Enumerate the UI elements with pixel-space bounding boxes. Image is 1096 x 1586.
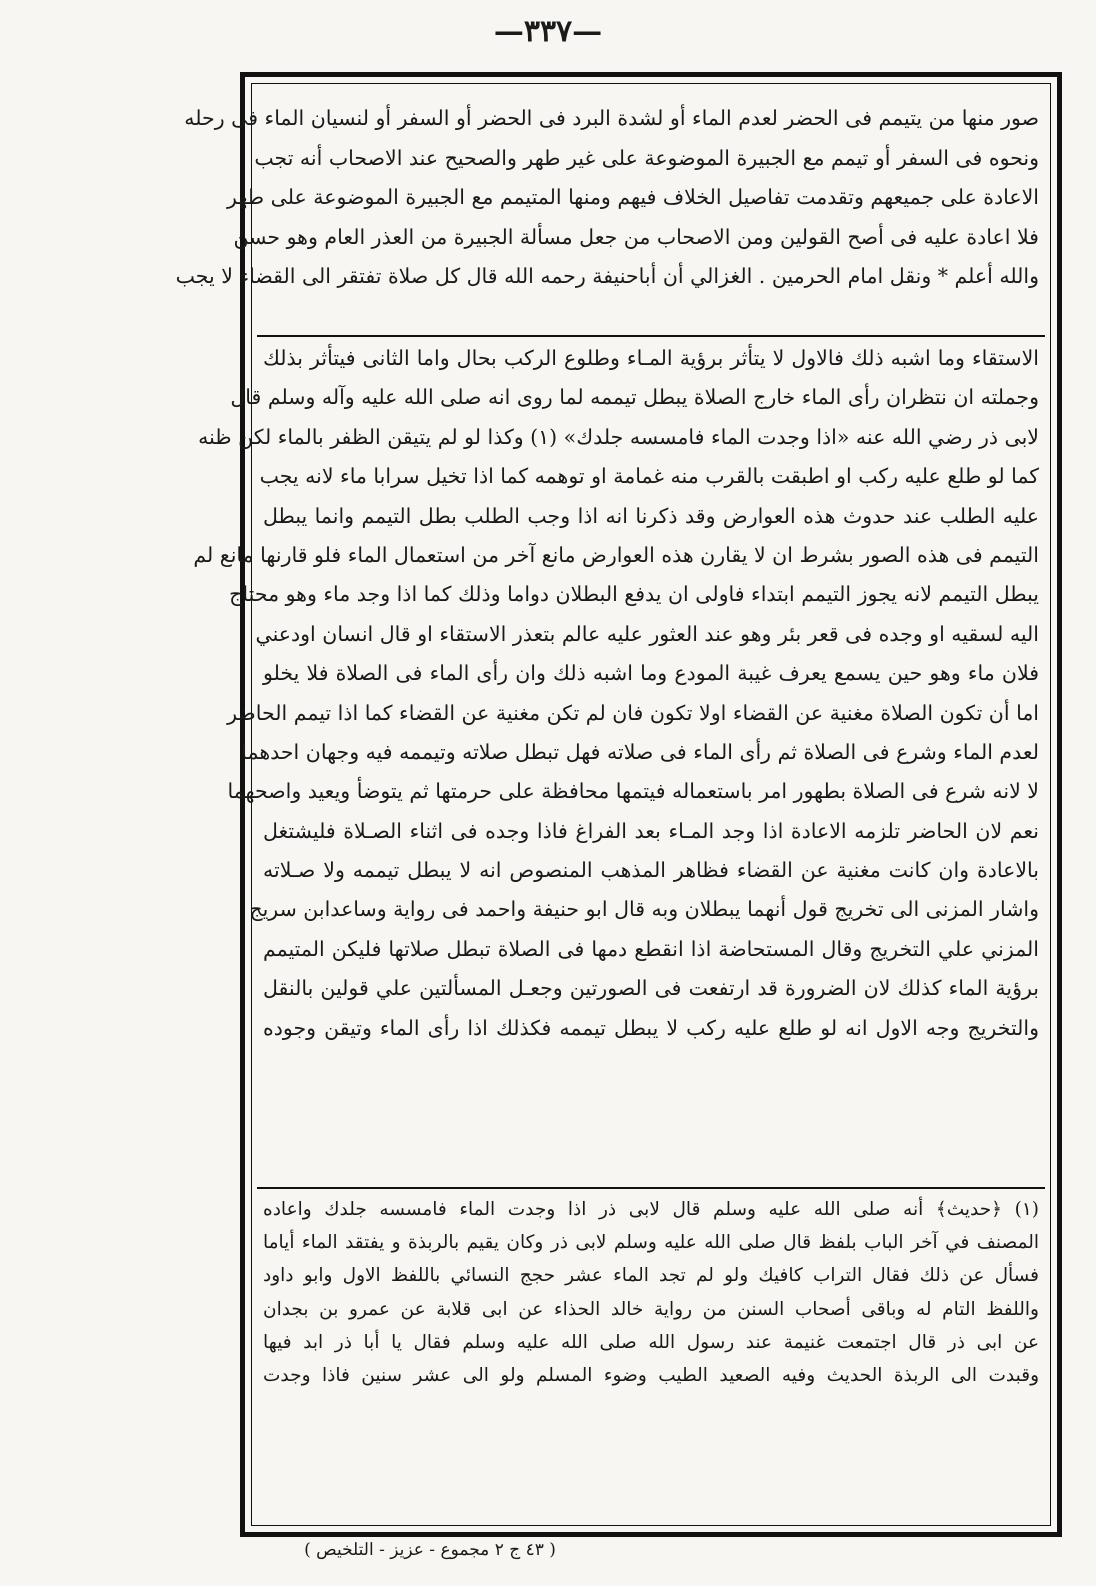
text-line: الاعادة على جميعهم وتقدمت تفاصيل الخلاف فيهم ومنها المتيمم مع الجبيرة الموضوعة على طهر [227,185,1039,210]
footnote-line: فسأل عن ذلك فقال التراب كافيك ولو لم تجد الماء عشر حجج النسائي باللفظ الاول وابو داود [263,1265,1039,1287]
footnote-line: (١) ﴿حديث﴾ أنه صلى الله عليه وسلم قال لابى ذر اذا وجدت الماء فامسسه جلدك واعاده [263,1199,1039,1220]
text-line: فلان ماء وهو حين يسمع يعرف غيبة المودع وما اشبه ذلك وان رأى الماء فى الصلاة فلا يخلو [263,661,1039,686]
text-line: الاستقاء وما اشبه ذلك فالاول لا يتأثر برؤية المـاء وطلوع الركب بحال واما الثانى فيتأثر بذلك [263,346,1039,370]
text-line: لا لانه شرع فى الصلاة بطهور امر باستعماله فيتمها محافظة على حرمتها ثم يتوضأ ويعيد واصحهما [227,779,1039,804]
text-line: التيمم فى هذه الصور بشرط ان لا يقارن هذه العوارض مانع آخر من استعمال الماء فلو قارنها مانع لم [193,542,1039,567]
text-line: برؤية الماء كذلك لان الضرورة قد ارتفعت فى الصورتين وجعـل المسألتين علي قولين بالنقل [263,976,1039,1001]
text-line: عليه الطلب عند حدوث هذه العوارض وقد ذكرنا انه اذا وجب الطلب بطل التيمم وانما يبطل [263,503,1039,528]
text-line: كما لو طلع عليه ركب او اطبقت بالقرب منه غمامة او توهمه كما اذا تخيل سرابا ماء لانه يجب [259,464,1039,489]
main-text-block [193,339,1039,1048]
footnote-line: المصنف في آخر الباب بلفظ قال صلى الله عليه وسلم لابى ذر وكان يقيم بالربذة و يفتقد الماء أياما [263,1232,1039,1254]
footnote-line: عن ابى ذر قال اجتمعت غنيمة عند رسول الله صلى الله عليه وسلم فقال يا أبا ذر ابد فيها [263,1331,1039,1353]
text-line: والله أعلم * ونقل امام الحرمين . الغزالي أن أباحنيفة رحمه الله قال كل صلاة تفتقر الى القضاء لا يجب [175,264,1039,289]
text-line: لعدم الماء وشرع فى الصلاة ثم رأى الماء فى صلاته فهل تبطل صلاته وتيممه فيه وجهان احدهما [241,739,1039,764]
footnote-divider [257,1187,1045,1189]
footnote-block [263,1193,1039,1392]
text-line: ونحوه فى السفر أو تيمم مع الجبيرة الموضوعة على غير طهر والصحيح عند الاصحاب أنه تجب [254,145,1039,170]
top-text-block [175,99,1039,297]
text-line: بالاعادة وان كانت مغنية عن القضاء فظاهر المذهب المنصوص انه لا يبطل تيممه ولا صـلاته [263,858,1039,883]
page-number: —٣٣٧— [493,14,603,49]
section-divider [257,335,1045,337]
text-line: والتخريج وجه الاول انه لو طلع عليه ركب لا يبطل تيممه فكذلك اذا رأى الماء وتيقن وجوده [263,1015,1039,1040]
text-line: لابى ذر رضي الله عنه «اذا وجدت الماء فامسسه جلدك» (١) وكذا لو لم يتيقن الظفر بالماء لكن ظنه [198,424,1039,449]
text-line: وجملته ان نتظران رأى الماء خارج الصلاة يبطل تيممه لما روى انه صلى الله عليه وآله وسلم قال [230,385,1039,410]
footnote-line: وقبدت الى الربذة الحديث وفيه الصعيد الطيب وضوء المسلم ولو الى عشر سنين فاذا وجدت [263,1364,1039,1386]
text-line: صور منها من يتيمم فى الحضر لعدم الماء أو لشدة البرد فى الحضر أو السفر أو لنسيان الماء فى رحله [184,106,1039,130]
text-line: يبطل التيمم لانه يجوز التيمم ابتداء فاولى ان يدفع البطلان دواما وذلك كما اذا وجد ماء وهو محتاج [229,582,1039,607]
footnote-line: واللفظ التام له وباقى أصحاب السنن من رواية خالد الحذاء عن ابى قلابة عن عمرو بن بجدان [263,1298,1039,1320]
text-line: فلا اعادة عليه فى أصح القولين ومن الاصحاب من جعل مسألة الجبيرة من العذر العام وهو حسن [233,224,1039,249]
text-line: واشار المزنى الى تخريج قول أنهما يبطلان وبه قال ابو حنيفة واحمد فى رواية وساعدابن سريج [249,897,1039,922]
text-line: اما أن تكون الصلاة مغنية عن القضاء اولا تكون فان لم تكن مغنية عن القضاء كما اذا تيمم الحاضر [227,700,1039,725]
text-line: اليه لسقيه او وجده فى قعر بئر وهو عند العثور عليه عالم بتعذر الاستقاء او قال انسان اودعني [255,621,1039,646]
text-line: المزني علي التخريج وقال المستحاضة اذا انقطع دمها فى الصلاة تبطل صلاتها فليكن المتيمم [263,936,1039,961]
signature-footer: ( ٤٣ ج ٢ مجموع - عزيز - التلخيص ) [304,1540,556,1560]
page-frame [175,72,1062,1537]
text-line: نعم لان الحاضر تلزمه الاعادة اذا وجد المـاء بعد الفراغ فاذا وجده فى اثناء الصـلاة فليشتغل [263,818,1039,843]
